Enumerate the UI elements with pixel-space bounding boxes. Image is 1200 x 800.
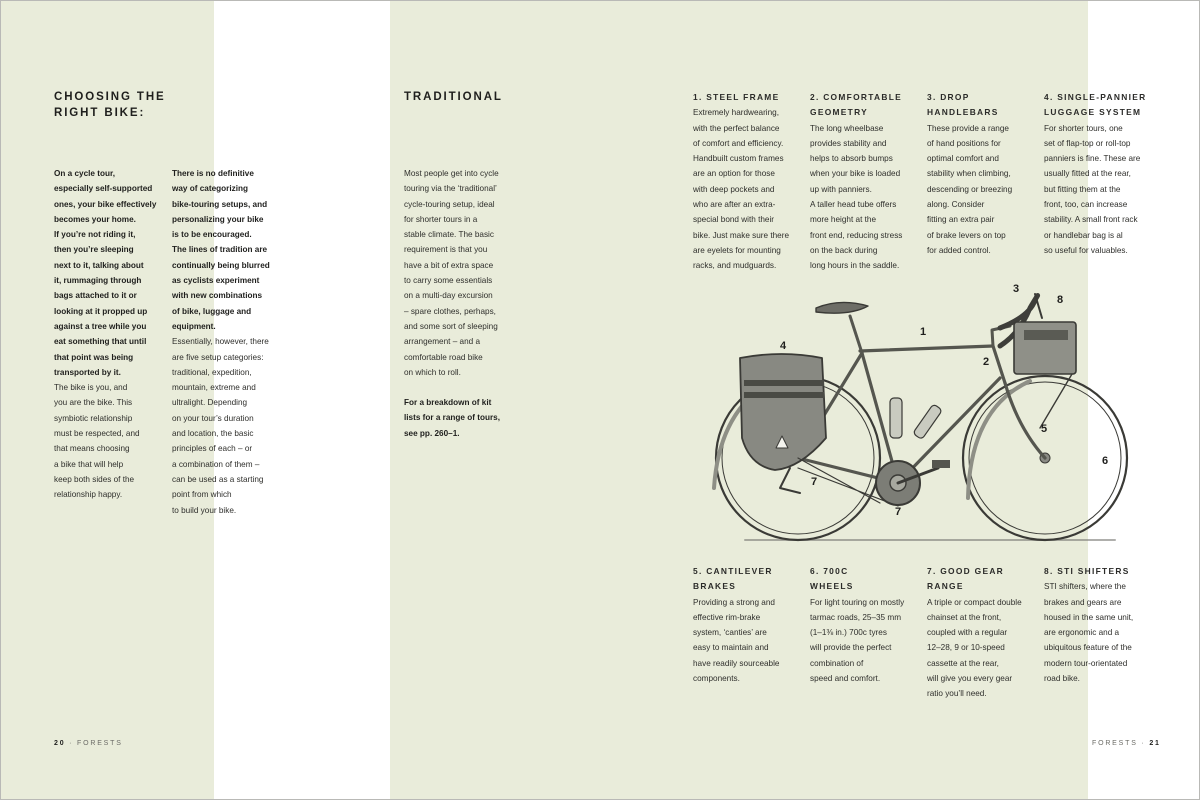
page-title-choosing-bike: CHOOSING THE RIGHT BIKE: <box>54 91 166 119</box>
feature-title: 4. SINGLE-PANNIER LUGGAGE SYSTEM <box>1044 92 1147 118</box>
feature-title: 8. STI SHIFTERS <box>1044 566 1130 576</box>
front-mudguard <box>968 381 1030 498</box>
page-number: 21 <box>1149 740 1161 747</box>
folio-separator: · <box>69 740 74 747</box>
callout-1: 1 <box>920 326 927 338</box>
intro-paragraph-bold: On a cycle tour, especially self-supported ones, your bike effectively becomes your home. If you’re not riding it, then you’re sleeping next to it, talking about it, rummaging through bags attached to it or looking at it propped up against a tree while you eat something that until that point was being transported by it. <box>54 169 157 377</box>
left-folio <box>54 740 123 747</box>
intro-text: Most people get into cycle touring via the ‘traditional’ cycle-touring setup, ideal for shorter tours in a stable climate. The basic requirement is that you have a bit of extra space to carry some essentials on a multi-day excursion – spare clothes, perhaps, and some sort of sleeping arrangement – and a comfortable road bike on which to roll. <box>404 169 499 377</box>
pedal <box>932 460 950 468</box>
feature-title: 7. GOOD GEAR RANGE <box>927 566 1005 592</box>
rear-derailleur <box>780 468 800 493</box>
feature-text: Providing a strong and effective rim-brake system, ‘canties’ are easy to maintain and have readily sourceable components. <box>693 597 780 684</box>
callout-2: 2 <box>983 356 990 368</box>
feature-text: A triple or compact double chainset at the front, coupled with a regular 12–28, 9 or 10-speed cassette at the rear, will give you every gear ratio you’ll need. <box>927 597 1022 699</box>
callout-4: 4 <box>780 340 787 352</box>
touring-bicycle-illustration <box>700 278 1140 550</box>
feature-text: For shorter tours, one set of flap-top or roll-top panniers is fine. These are usually fitted at the rear, but fitting them at the front, too, can increase stability. A small front rack or handlebar bag is al so useful for valuables. <box>1044 123 1141 255</box>
section-title-traditional: TRADITIONAL <box>404 91 503 103</box>
seatpost <box>850 316 862 353</box>
feature-comfortable-geometry <box>810 90 922 274</box>
feature-drop-handlebars <box>927 90 1039 258</box>
categories-paragraph: Essentially, however, there are five setup categories: traditional, expedition, mountain, extreme and ultralight. Depending on your tour’s duration and location, the basic principles of each – or a combination of them – can be used as a starting point from which to build your bike. <box>172 337 269 515</box>
callout-7-crank: 7 <box>895 506 902 518</box>
feature-text: STI shifters, where the brakes and gears are housed in the same unit, are ergonomic and a ubiquitous feature of the modern tour-orientated road bike. <box>1044 582 1134 684</box>
categories-paragraph-bold: There is no definitive way of categorizing bike-touring setups, and personalizing your bike is to be encouraged. The lines of tradition are continually being blurred as cyclists experiment with new combinations of bike, luggage and equipment. <box>172 169 270 331</box>
bicycle-drawing <box>700 278 1140 550</box>
feature-single-pannier <box>1044 90 1164 258</box>
rear-pannier <box>740 354 826 470</box>
saddle <box>816 302 868 313</box>
feature-sti-shifters <box>1044 564 1164 686</box>
feature-title: 2. COMFORTABLE GEOMETRY <box>810 92 903 118</box>
feature-gear-range <box>927 564 1039 702</box>
feature-text: These provide a range of hand positions for optimal comfort and stability when climbing, descending or breezing along. Consider fitting an extra pair of brake levers on top for added control. <box>927 123 1013 255</box>
callout-8: 8 <box>1057 294 1064 306</box>
feature-title: 5. CANTILEVER BRAKES <box>693 566 773 592</box>
callout-6: 6 <box>1102 455 1109 467</box>
callout-3: 3 <box>1013 283 1020 295</box>
traditional-intro <box>404 166 524 441</box>
feature-title: 1. STEEL FRAME <box>693 92 780 102</box>
handlebar-bag <box>1014 322 1076 374</box>
feature-steel-frame <box>693 90 805 274</box>
intro-paragraph: The bike is you, and you are the bike. This symbiotic relationship must be respected, and that means choosing a bike that will help keep both sides of the relationship happy. <box>54 383 140 500</box>
feature-700c-wheels <box>810 564 922 686</box>
left-column-1 <box>54 166 164 503</box>
folio-separator: · <box>1141 740 1146 747</box>
steel-frame <box>798 346 1048 483</box>
feature-title: 6. 700C WHEELS <box>810 566 854 592</box>
water-bottle <box>913 404 943 440</box>
right-folio <box>1092 740 1161 747</box>
section-name: FORESTS <box>77 740 123 747</box>
feature-title: 3. DROP HANDLEBARS <box>927 92 999 118</box>
feature-text: For light touring on mostly tarmac roads, 25–35 mm (1–1⅜ in.) 700c tyres will provide the perfect combination of speed and comfort. <box>810 597 905 684</box>
callout-5: 5 <box>1041 423 1048 435</box>
section-name: FORESTS <box>1092 740 1138 747</box>
water-bottle <box>890 398 902 438</box>
callout-7-rear: 7 <box>811 476 818 488</box>
feature-text: Extremely hardwearing, with the perfect balance of comfort and efficiency. Handbuilt custom frames are an option for those with deep pockets and who are after an extra- special bond with their bike. Just make sure there are eyelets for mounting racks, and mudguards. <box>693 108 790 271</box>
crossref-text: For a breakdown of kit lists for a range of tours, see pp. 260–1. <box>404 398 500 438</box>
page-number: 20 <box>54 740 66 747</box>
feature-cantilever-brakes <box>693 564 805 686</box>
left-column-2 <box>172 166 292 518</box>
feature-text: The long wheelbase provides stability and helps to absorb bumps when your bike is loaded up with panniers. A taller head tube offers more height at the front end, reducing stress on the back during long hours in the saddle. <box>810 123 903 271</box>
